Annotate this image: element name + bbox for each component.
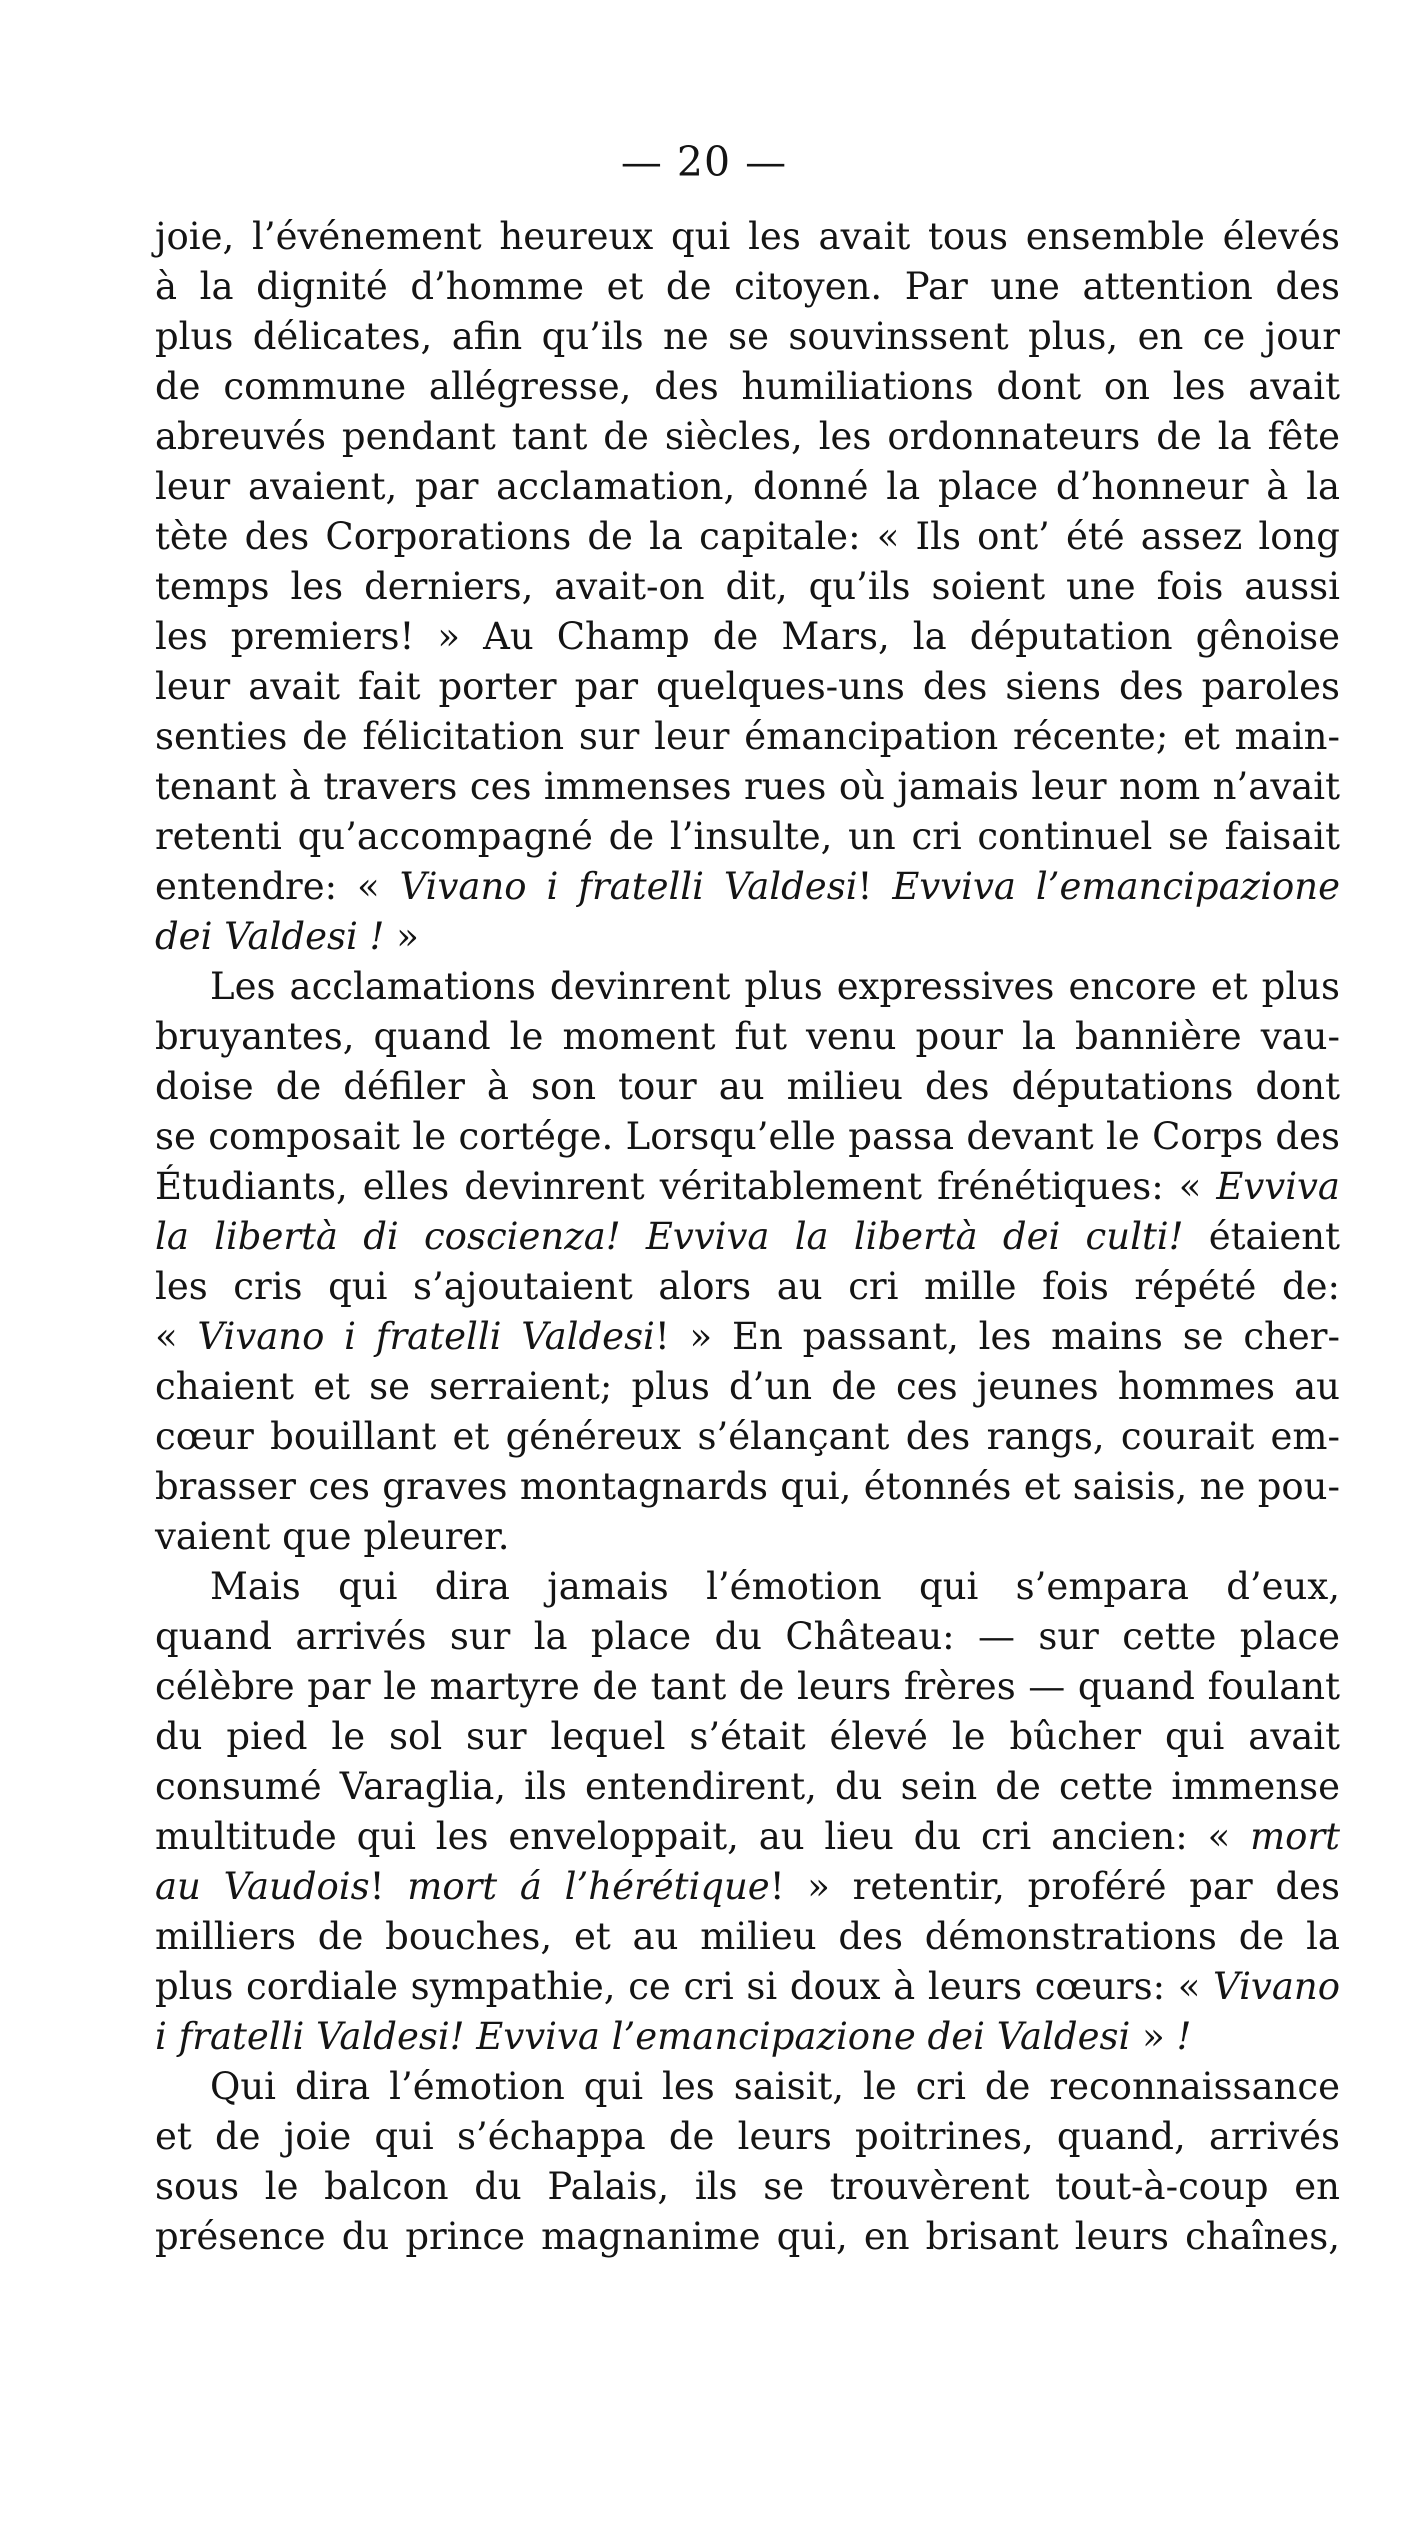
- text-line: [155, 412, 1340, 462]
- text-line: [155, 962, 1340, 1012]
- text-segment: se composait le cortége. Lorsqu’elle passa devant le Corps des: [155, 1115, 1340, 1158]
- text-line: [155, 262, 1340, 312]
- text-line: [155, 912, 1340, 962]
- text-line: [155, 212, 1340, 262]
- text-segment: «: [155, 1315, 198, 1358]
- text-segment: Les acclamations devinrent plus expressives encore et plus: [210, 965, 1340, 1008]
- text-segment: quand arrivés sur la place du Château: — sur cette place: [155, 1615, 1340, 1658]
- text-segment: à la dignité d’homme et de citoyen. Par une attention des: [155, 265, 1340, 308]
- text-line: [155, 362, 1340, 412]
- text-segment: »: [384, 915, 419, 958]
- text-segment: leur avaient, par acclamation, donné la place d’honneur à la: [155, 465, 1340, 508]
- text-segment: les cris qui s’ajoutaient alors au cri mille fois répété de:: [155, 1265, 1340, 1308]
- text-line: [155, 1062, 1340, 1112]
- italic-text-segment: !: [1176, 2015, 1192, 2058]
- text-segment: ! » retentir, proféré par des: [769, 1865, 1340, 1908]
- text-line: [155, 1412, 1340, 1462]
- text-segment: présence du prince magnanime qui, en brisant leurs chaînes,: [155, 2215, 1340, 2258]
- text-segment: multitude qui les enveloppait, au lieu du cri ancien: «: [155, 1815, 1251, 1858]
- text-segment: les premiers! » Au Champ de Mars, la députation gênoise: [155, 615, 1340, 658]
- text-line: [155, 812, 1340, 862]
- text-segment: abreuvés pendant tant de siècles, les ordonnateurs de la fête: [155, 415, 1340, 458]
- text-line: [155, 312, 1340, 362]
- text-line: [155, 1562, 1340, 1612]
- italic-text-segment: Vivano i fratelli Valdesi: [399, 865, 858, 908]
- italic-text-segment: au Vaudois: [155, 1865, 370, 1908]
- text-line: [155, 1462, 1340, 1512]
- text-line: [155, 712, 1340, 762]
- page-number: — 20 —: [620, 138, 788, 186]
- text-line: [155, 2012, 1340, 2062]
- text-segment: chaient et se serraient; plus d’un de ces jeunes hommes au: [155, 1365, 1340, 1408]
- text-line: [155, 2062, 1340, 2112]
- text-line: [155, 1612, 1340, 1662]
- text-line: [155, 2162, 1340, 2212]
- text-line: [155, 1962, 1340, 2012]
- text-line: [155, 1862, 1340, 1912]
- text-line: [155, 1712, 1340, 1762]
- text-segment: entendre: «: [155, 865, 400, 908]
- text-segment: de commune allégresse, des humiliations dont on les avait: [155, 365, 1340, 408]
- body-text: [155, 212, 1340, 2262]
- text-segment: étaient: [1183, 1215, 1340, 1258]
- italic-text-segment: i fratelli Valdesi! Evviva l’emancipazione dei Valdesi: [155, 2015, 1131, 2058]
- text-segment: plus cordiale sympathie, ce cri si doux à leurs cœurs: «: [155, 1965, 1214, 2008]
- text-line: [155, 1212, 1340, 1262]
- text-segment: retenti qu’accompagné de l’insulte, un cri continuel se faisait: [155, 815, 1340, 858]
- text-segment: brasser ces graves montagnards qui, étonnés et saisis, ne pou-: [155, 1465, 1340, 1508]
- text-line: [155, 2212, 1340, 2262]
- text-segment: !: [369, 1865, 408, 1908]
- text-segment: du pied le sol sur lequel s’était élevé le bûcher qui avait: [155, 1715, 1340, 1758]
- italic-text-segment: mort á l’hérétique: [407, 1865, 770, 1908]
- text-line: [155, 612, 1340, 662]
- italic-text-segment: dei Valdesi !: [155, 915, 385, 958]
- text-segment: cœur bouillant et généreux s’élançant des rangs, courait em-: [155, 1415, 1340, 1458]
- text-line: [155, 1162, 1340, 1212]
- text-segment: consumé Varaglia, ils entendirent, du sein de cette immense: [155, 1765, 1340, 1808]
- text-line: [155, 662, 1340, 712]
- italic-text-segment: la libertà di coscienza! Evviva la libertà dei culti!: [155, 1215, 1184, 1258]
- text-segment: Mais qui dira jamais l’émotion qui s’empara d’eux,: [210, 1565, 1340, 1608]
- text-segment: tenant à travers ces immenses rues où jamais leur nom n’avait: [155, 765, 1340, 808]
- text-line: [155, 1662, 1340, 1712]
- text-line: [155, 1762, 1340, 1812]
- text-segment: et de joie qui s’échappa de leurs poitrines, quand, arrivés: [155, 2115, 1340, 2158]
- italic-text-segment: Vivano: [1213, 1965, 1340, 2008]
- text-line: [155, 1512, 1340, 1562]
- text-line: [155, 762, 1340, 812]
- text-segment: senties de félicitation sur leur émancipation récente; et main-: [155, 715, 1340, 758]
- text-segment: célèbre par le martyre de tant de leurs frères — quand foulant: [155, 1665, 1340, 1708]
- text-line: [155, 462, 1340, 512]
- text-line: [155, 2112, 1340, 2162]
- text-segment: leur avait fait porter par quelques-uns des siens des paroles: [155, 665, 1340, 708]
- text-segment: tète des Corporations de la capitale: « Ils ont’ été assez long: [155, 515, 1340, 558]
- text-line: [155, 862, 1340, 912]
- text-line: [155, 1312, 1340, 1362]
- text-segment: »: [1130, 2015, 1177, 2058]
- text-line: [155, 1362, 1340, 1412]
- text-segment: temps les derniers, avait-on dit, qu’ils soient une fois aussi: [155, 565, 1340, 608]
- text-segment: joie, l’événement heureux qui les avait tous ensemble élevés: [155, 215, 1340, 258]
- text-line: [155, 1912, 1340, 1962]
- text-segment: doise de défiler à son tour au milieu des députations dont: [155, 1065, 1340, 1108]
- text-segment: Étudiants, elles devinrent véritablement frénétiques: «: [155, 1165, 1217, 1208]
- italic-text-segment: mort: [1250, 1815, 1340, 1858]
- text-segment: !: [857, 865, 893, 908]
- text-segment: Qui dira l’émotion qui les saisit, le cri de reconnaissance: [210, 2065, 1340, 2108]
- text-segment: bruyantes, quand le moment fut venu pour la bannière vau-: [155, 1015, 1340, 1058]
- text-segment: sous le balcon du Palais, ils se trouvèrent tout-à-coup en: [155, 2165, 1340, 2208]
- text-line: [155, 562, 1340, 612]
- italic-text-segment: Vivano i fratelli Valdesi: [197, 1315, 655, 1358]
- text-line: [155, 1012, 1340, 1062]
- italic-text-segment: Evviva: [1216, 1165, 1340, 1208]
- text-line: [155, 512, 1340, 562]
- text-line: [155, 1812, 1340, 1862]
- text-segment: ! » En passant, les mains se cher-: [654, 1315, 1340, 1358]
- text-segment: vaient que pleurer.: [155, 1515, 510, 1558]
- text-segment: plus délicates, afin qu’ils ne se souvinssent plus, en ce jour: [155, 315, 1340, 358]
- text-line: [155, 1112, 1340, 1162]
- text-line: [155, 1262, 1340, 1312]
- italic-text-segment: Evviva l’emancipazione: [892, 865, 1340, 908]
- text-segment: milliers de bouches, et au milieu des démonstrations de la: [155, 1915, 1340, 1958]
